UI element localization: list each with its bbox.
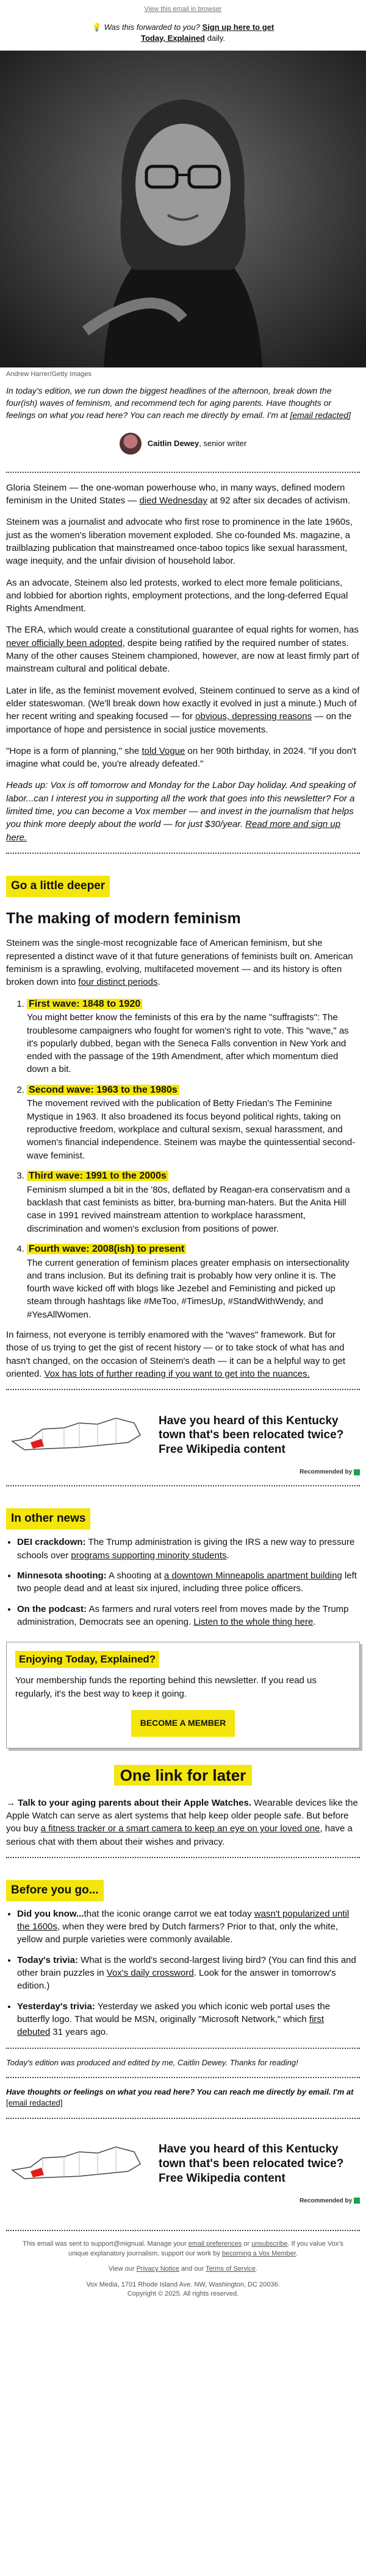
wave-title: Fourth wave: 2008(ish) to present [27,1244,186,1254]
text: What is the world's second-largest living bird? (You can find this and other brain puzzles in [17,1954,356,1979]
wave-text: The movement revived with the publication of Betty Friedan's The Feminine Mystique in 1963. It also broadened its focus beyond political rights, taking on reproductive freedom, workplace and cultural sexism, sexual harassment, and women's financial independence. Steinem was maybe the quintessential second-wave feminist. [27,1098,356,1161]
kentucky-map-image [6,2134,146,2195]
text: . [157,977,160,988]
intro-text: In today's edition, we run down the biggest headlines of the afternoon, break down the four(ish) waves of feminism, and recommend tech for aging parents. Have thoughts or feelings on what you read here? You can reach me directly by email. I'm at [6,386,332,420]
deeper-close [0,1329,366,1380]
section-tag: In other news [6,1508,90,1530]
forward-banner [85,18,281,51]
section-tag: Before you go... [6,1880,104,1901]
membership-text: Your membership funds the reporting behind this newsletter. If you read us regularly, it's the best way to keep it going. [15,1675,317,1699]
text: Heads up: Vox is off tomorrow and Monday for the Labor Day holiday. And speaking of labor...can I interest you in supporting all the work that goes into this newsletter? For a limited time, you can become a Vox member — and invest in the journalism that helps you think more deeply about the world — for just $30/year. [6,780,356,830]
portrait-photo [0,51,366,367]
list-item [27,1243,357,1321]
article-paragraph [0,623,366,675]
text: The ERA, which would create a constitutional guarantee of equal rights for women, has [6,625,359,636]
article-paragraph [0,684,366,736]
text: Steinem was the single-most recognizable face of American feminism, but she represented a distinct wave of it that future generations of feminists built on. American feminism is a sprawling, evolving, multifaceted movement — and its history is often broken down into [6,938,353,988]
news-lead: Minnesota shooting: [17,1570,107,1581]
news-section [0,1495,366,1628]
footer-legal: View our Privacy Notice and our Terms of Service. [108,2265,258,2273]
wave-text: The current generation of feminism places greater emphasis on intersectionality and trans inclusion. But its defining trait is probably how very online it is. The fourth wave kicked off with blogs like Jezebel and Feministing and picked up steam through hashtags like #MeToo, #TimesUp, #StandWithWendy, and #YesAllWomen. [27,1257,350,1320]
fitness-tracker-link[interactable]: a fitness tracker or a smart camera to keep an eye on your loved one [40,1823,320,1834]
author-byline [0,422,366,463]
author-name: Caitlin Dewey [147,438,199,448]
sponsored-promo[interactable] [0,2127,366,2195]
membership-title: Enjoying Today, Explained? [15,1651,159,1668]
footer-copyright: Copyright © 2025. All rights reserved. [127,2290,239,2298]
terms-link[interactable]: Terms of Service [206,2265,256,2273]
recommended-by [0,2195,366,2205]
membership-link[interactable]: Read more and sign up here. [6,819,341,843]
news-link[interactable]: programs supporting minority students [71,1550,227,1561]
text: In fairness, not everyone is terribly enamored with the "waves" framework. But for those of us trying to get the gist of recent history — or to take stock of what has and hasn't changed, on the occasion of Steinem's death — it can be a helpful way to get oriented. [6,1330,346,1379]
vogue-link[interactable]: told Vogue [142,745,185,756]
list-item [17,1954,357,1993]
author-role: , senior writer [199,438,247,448]
wave-text: You might better know the feminists of this era by the name "suffragists": The troublesome campaigners who fought for women's right to vote. This "wave," as it's popularly dubbed, began with the Seneca Falls convention in New York and ended with the passage of the 19th Amendment, after which momentum died down a bit. [27,1012,349,1075]
divider [6,2077,360,2078]
text: . [295,2249,298,2257]
text: 31 years ago. [52,2027,109,2038]
section-tag: Go a little deeper [6,876,110,897]
intro-paragraph [0,379,366,422]
signup-link[interactable]: Sign up here to get Today, Explained [141,22,274,43]
news-link[interactable]: Listen to the whole thing here [193,1616,314,1627]
before-list [0,1907,366,2039]
email-preferences-link[interactable]: email preferences [188,2240,242,2248]
news-link[interactable]: a downtown Minneapolis apartment building [163,1570,342,1581]
divider [6,1857,360,1858]
text: — on the importance of hope and persistence in social justice movements. [6,711,352,735]
forward-prefix: Was this forwarded to you? [104,22,200,32]
text: that the iconic orange carrot we eat today [84,1908,252,1919]
text: . Look for the answer in tomorrow's edition.) [17,1968,336,1992]
text: The Trump administration is giving the IRS a new way to pressure schools over [17,1537,355,1561]
section-title: The making of modern feminism [6,909,241,927]
article-paragraph: Steinem was a journalist and advocate who first rose to prominence in the late 1960s, just as the women's liberation movement exploded. She co-founded Ms. magazine, a trailblazing publication that mainstreamed once-taboo topics like sexual harassment, wage inequity, and the unfair division of household labor. [6,517,353,567]
text: Have thoughts or feelings on what you read here? You can reach me directly by email. I'm at [6,2087,354,2096]
recommended-by [0,1466,366,1477]
recommender-logo-icon [354,2198,360,2204]
news-lead: DEI crackdown: [17,1537,86,1548]
list-item [17,2000,357,2039]
wave-title: Third wave: 1991 to the 2000s [27,1171,168,1181]
view-in-browser-bar [0,0,366,18]
unsubscribe-link[interactable]: unsubscribe [251,2240,288,2248]
one-link-lead: → Talk to your aging parents about their Apple Watches. [6,1797,251,1808]
text: . [226,1550,229,1561]
item-lead: Yesterday's trivia: [17,2001,95,2012]
membership-box [6,1642,360,1748]
waves-list [0,998,366,1322]
recommender-logo-icon [354,1469,360,1475]
list-item [17,1536,357,1562]
text: or [243,2240,250,2248]
deeper-section [0,862,366,1380]
before-you-go-section [0,1867,366,2039]
news-list [0,1536,366,1628]
avatar [120,433,142,455]
kentucky-map-image [6,1405,146,1466]
text: on her 90th birthday, in 2024. "If you don't imagine what could be, you're already defeated." [6,745,356,770]
one-link-paragraph [0,1797,366,1848]
text: Later in life, as the feminist movement evolved, Steinem continued to serve as a kind of elder stateswoman. (We'll break down how exactly it evolved in just a minute.) Much of her recent writing and speaking focused — for [6,685,360,722]
text: , when they were bred by Dutch farmers? Prior to that, only the white, yellow and purple varieties were commonly available. [17,1921,339,1945]
text: Gloria Steinem — the one-woman powerhouse who, in many ways, defined modern feminism in the United States — [6,482,345,506]
divider [6,853,360,854]
divider [6,2230,360,2231]
died-wednesday-link[interactable]: died Wednesday [139,495,207,506]
text: . If you value Vox's unique explanatory journalism, support our work by [68,2240,343,2257]
photo-credit: Andrew Harrer/Getty Images [6,370,92,378]
wave-text: Feminism slumped a bit in the '80s, deflated by Reagan-era conservatism and a backlash that cast feminists as bitter, bra-burning man-haters. But the Anita Hill case in 1991 revived mainstream attention to workplace harassment, discrimination and women's exclusion from positions of power. [27,1184,350,1234]
list-item [27,998,357,1076]
text: As farmers and rural voters reel from moves made by the Trump administration, Democrats see an opening. [17,1603,349,1627]
item-link[interactable]: first debuted [17,2014,325,2038]
list-item [27,1084,357,1162]
forward-suffix: daily. [207,34,225,43]
footer [0,2240,366,2302]
text: Yesterday we asked you which iconic web portal uses the butterfly logo. That would be MSN, originally "Microsoft Network," which [17,2001,331,2024]
list-item [17,1907,357,1946]
text: Recommended by [300,2197,353,2204]
text: Wearable devices like the Apple Watch can serve as alert systems that help keep older people safe. But before you buy [6,1797,358,1834]
promo-headline[interactable]: Have you heard of this Kentucky town that's been relocated twice? Free Wikipedia content [159,2143,344,2185]
privacy-notice-link[interactable]: Privacy Notice [136,2265,179,2273]
footer-text [12,2240,354,2258]
text: . [313,1616,316,1627]
membership-note [0,779,366,843]
become-member-button[interactable]: BECOME A MEMBER [131,1710,235,1737]
main-article [0,481,366,844]
text: left two people dead and at least six injured, including three police officers. [17,1570,357,1594]
divider [6,1485,360,1486]
section-title: One link for later [114,1765,253,1786]
feedback-line [0,2087,366,2109]
four-periods-link[interactable]: four distinct periods [78,977,158,988]
item-link[interactable]: wasn't popularized until the 1600s [17,1908,350,1932]
signoff: Today's edition was produced and edited by me, Caitlin Dewey. Thanks for reading! [6,2057,298,2067]
article-paragraph: As an advocate, Steinem also led protests, worked to elect more female politicians, and lobbied for abortion rights, employment protections, and the long-deferred Equal Rights Amendment. [6,577,348,614]
intro-email-link[interactable]: [email redacted] [290,410,351,420]
divider [6,2048,360,2049]
hero-image [0,51,366,367]
sponsored-promo[interactable] [0,1399,366,1466]
text: at 92 after six decades of activism. [210,495,351,506]
promo-headline[interactable]: Have you heard of this Kentucky town that's been relocated twice? Free Wikipedia content [159,1414,344,1457]
bulb-icon: 💡 [92,22,102,32]
wave-title: Second wave: 1963 to the 1980s [27,1085,179,1095]
list-item [17,1603,357,1629]
text: A shooting at [109,1570,162,1581]
depressing-reasons-link[interactable]: obvious, depressing reasons [195,711,312,722]
text: , have a serious chat with them about their wishes and privacy. [6,1823,353,1847]
wave-title: First wave: 1848 to 1920 [27,999,142,1009]
further-reading-link[interactable]: Vox has lots of further reading if you want to get into the nuances. [44,1368,310,1379]
article-paragraph [0,481,366,508]
era-link[interactable]: never officially been adopted [6,637,123,648]
text: and our [181,2265,204,2273]
item-lead: Today's trivia: [17,1954,78,1965]
crossword-link[interactable]: Vox's daily crossword [106,1968,194,1979]
deeper-lead [0,937,366,988]
text: This email was sent to support@mignual. Manage your [23,2240,187,2248]
feedback-email-link[interactable]: [email redacted] [6,2098,63,2108]
view-in-browser-link[interactable]: View this email in browser [144,5,222,13]
list-item [27,1169,357,1235]
article-paragraph [0,745,366,771]
divider [6,1389,360,1390]
text: Recommended by [300,1469,353,1476]
vox-member-link[interactable]: becoming a Vox Member [221,2249,296,2257]
list-item [17,1569,357,1595]
text: View our [108,2265,135,2273]
divider [6,472,360,473]
footer-address: Vox Media, 1701 Rhode Island Ave. NW, Washington, DC 20036. [86,2280,280,2288]
divider [6,2118,360,2119]
item-lead: Did you know... [17,1908,84,1919]
one-link-heading [0,1764,366,1787]
news-lead: On the podcast: [17,1603,87,1614]
text: "Hope is a form of planning," she [6,745,140,756]
text: , despite being ratified by the required number of states. Many of the other causes Steinem championed, however, are now at least firmly part of mainstream cultural and political debate. [6,637,359,675]
